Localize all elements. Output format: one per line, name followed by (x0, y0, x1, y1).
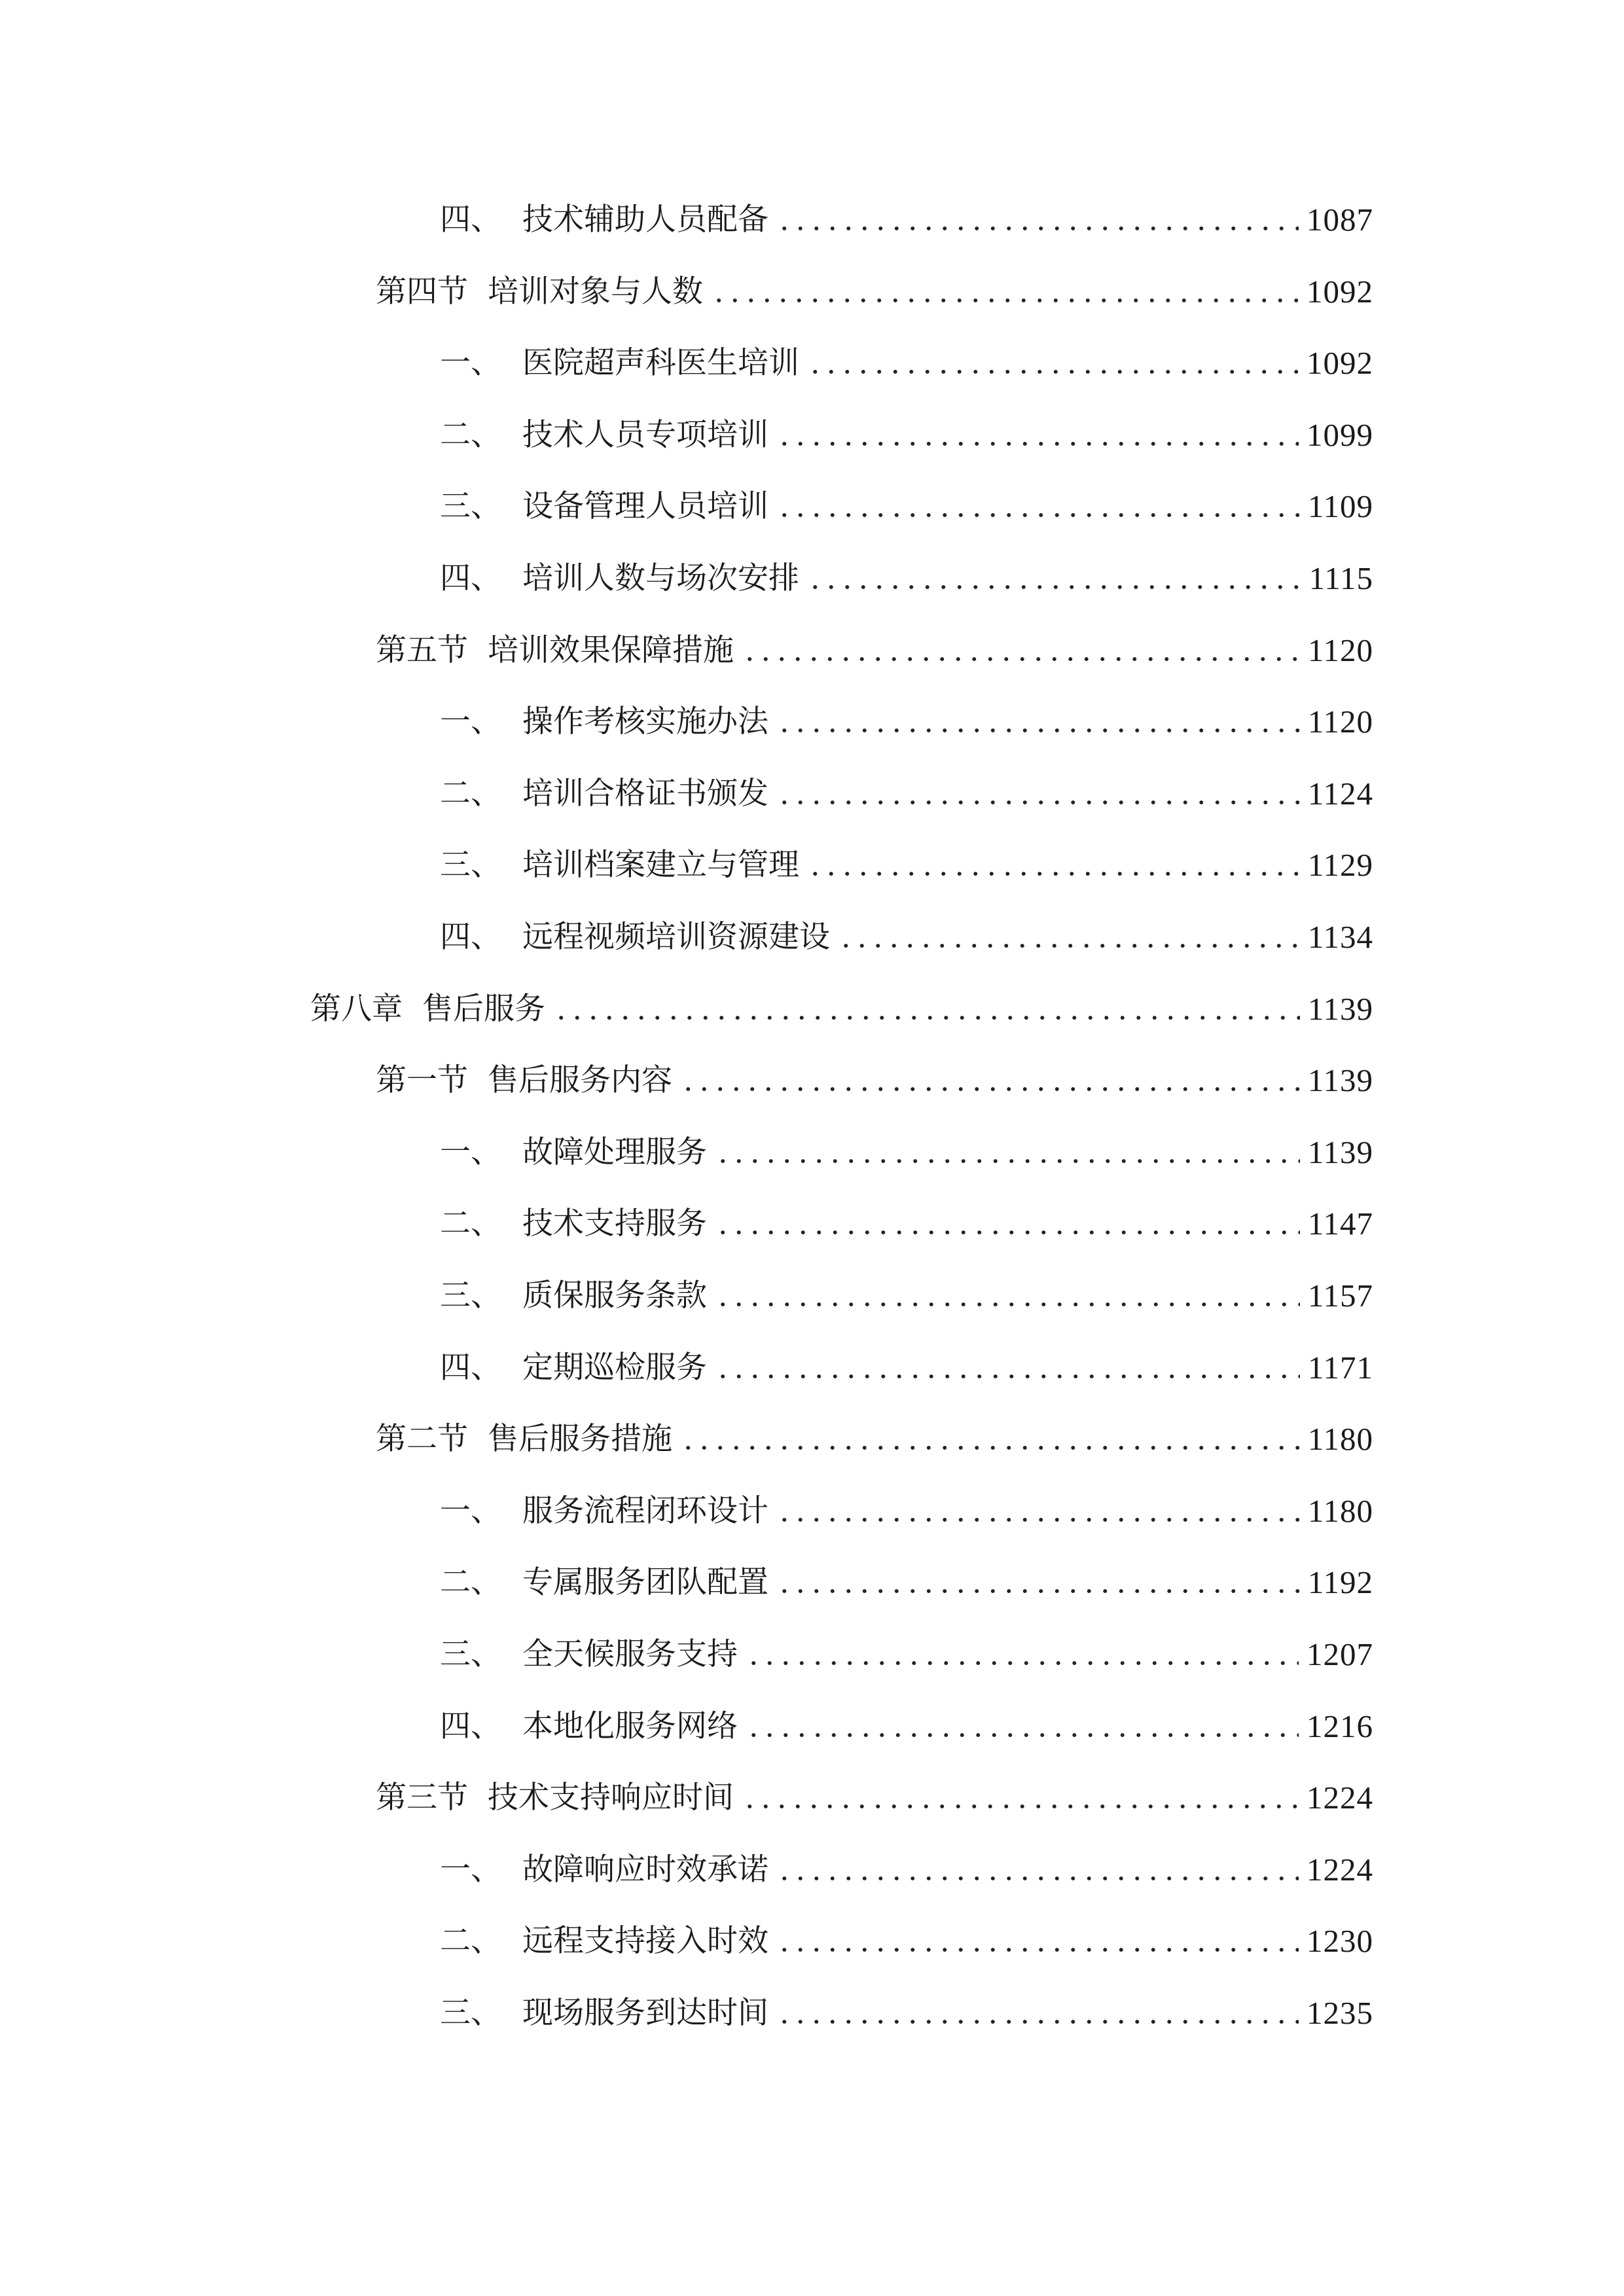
toc-entry-title: 专属服务团队配置 (522, 1564, 768, 1601)
toc-dot-leader (776, 441, 1299, 446)
toc-entry[interactable] (0, 1700, 1373, 1746)
toc-dot-leader (746, 1660, 1299, 1666)
toc-entry-label (440, 1707, 738, 1746)
toc-entry[interactable] (0, 1628, 1373, 1674)
toc-entry[interactable] (0, 983, 1373, 1029)
toc-entry-label (440, 1204, 707, 1244)
toc-entry-title: 培训合格证书颁发 (522, 775, 768, 812)
toc-entry-page-number: 1192 (1307, 1564, 1373, 1601)
toc-entry-page-number: 1147 (1307, 1206, 1373, 1242)
toc-entry-label (440, 1276, 707, 1316)
toc-entry[interactable] (0, 696, 1373, 742)
toc-entry-label (440, 559, 799, 598)
toc-entry-page-number: 1180 (1307, 1421, 1373, 1458)
toc-dot-leader (776, 1517, 1300, 1522)
toc-dot-leader (776, 226, 1299, 231)
toc-entry-title: 故障响应时效承诺 (522, 1851, 768, 1888)
toc-entry[interactable] (0, 1485, 1373, 1531)
toc-entry-number: 二、 (440, 775, 501, 812)
toc-entry-label (440, 1850, 768, 1890)
toc-entry-number: 四、 (440, 919, 501, 955)
toc-dot-leader (776, 728, 1300, 733)
toc-entry-page-number: 1115 (1308, 560, 1373, 596)
toc-dot-leader (715, 1302, 1300, 1307)
toc-dot-leader (776, 2019, 1299, 2024)
toc-entry-label (440, 1563, 768, 1602)
toc-entry-number: 二、 (440, 1923, 501, 1960)
toc-entry[interactable] (0, 624, 1373, 670)
toc-entry-number: 四、 (440, 560, 501, 596)
toc-entry-label (376, 1778, 734, 1818)
toc-entry-number: 四、 (440, 1349, 501, 1386)
toc-entry-number: 二、 (440, 1564, 501, 1601)
toc-dot-leader (742, 656, 1300, 662)
toc-entry-title: 售后服务内容 (488, 1062, 672, 1099)
toc-entry-title: 技术辅助人员配备 (522, 202, 768, 238)
toc-entry-number: 三、 (440, 1636, 501, 1672)
toc-entry-label (376, 631, 734, 670)
toc-entry-number: 一、 (440, 1851, 501, 1888)
toc-entry[interactable] (0, 552, 1373, 598)
toc-entry-page-number: 1139 (1307, 1134, 1373, 1170)
toc-entry[interactable] (0, 1556, 1373, 1602)
toc-entry-title: 医院超声科医生培训 (522, 345, 799, 382)
toc-dot-leader (711, 298, 1299, 303)
toc-entry-label (376, 1420, 672, 1459)
toc-entry-label (440, 1492, 768, 1531)
toc-entry[interactable] (0, 266, 1373, 312)
toc-entry-title: 技术人员专项培训 (522, 416, 768, 453)
toc-entry-label (376, 1061, 672, 1100)
toc-entry-label (310, 990, 545, 1029)
toc-entry-label (440, 846, 799, 885)
toc-entry-page-number: 1224 (1307, 1851, 1373, 1888)
toc-entry-page-number: 1230 (1307, 1923, 1373, 1960)
toc-entry-page-number: 1207 (1307, 1636, 1373, 1672)
toc-entry-number: 第一节 (376, 1062, 468, 1099)
toc-dot-leader (715, 1158, 1300, 1164)
toc-dot-leader (746, 1732, 1299, 1738)
toc-entry-title: 故障处理服务 (522, 1134, 707, 1170)
toc-entry-label (440, 487, 768, 526)
toc-entry-page-number: 1180 (1307, 1492, 1373, 1529)
toc-entry-number: 一、 (440, 704, 501, 740)
toc-entry[interactable] (0, 1198, 1373, 1244)
toc-entry[interactable] (0, 1270, 1373, 1316)
toc-entry-page-number: 1216 (1307, 1708, 1373, 1744)
toc-entry-page-number: 1109 (1307, 488, 1373, 525)
toc-entry-page-number: 1157 (1307, 1278, 1373, 1314)
toc-dot-leader (776, 1876, 1299, 1881)
toc-entry-title: 本地化服务网络 (522, 1708, 738, 1744)
toc-entry-label (440, 416, 768, 455)
toc-entry-title: 培训效果保障措施 (488, 632, 734, 668)
toc-entry-number: 二、 (440, 416, 501, 453)
toc-entry-title: 远程支持接入时效 (522, 1923, 768, 1960)
toc-entry-page-number: 1171 (1307, 1349, 1373, 1386)
toc-dot-leader (807, 369, 1299, 374)
toc-entry-page-number: 1139 (1307, 990, 1373, 1027)
toc-dot-leader (776, 512, 1300, 518)
toc-entry-number: 四、 (440, 202, 501, 238)
toc-entry-title: 质保服务条款 (522, 1278, 707, 1314)
toc-entry-number: 第三节 (376, 1780, 468, 1816)
toc-entry-title: 培训对象与人数 (488, 273, 703, 310)
toc-dot-leader (742, 1804, 1299, 1809)
toc-entry-number: 第八章 (310, 990, 403, 1027)
toc-entry[interactable] (0, 1987, 1373, 2033)
toc-entry-page-number: 1129 (1307, 847, 1373, 884)
toc-entry-label (440, 1994, 768, 2033)
toc-entry-title: 技术支持服务 (522, 1206, 707, 1242)
toc-entry[interactable] (0, 1915, 1373, 1961)
toc-entry-label (440, 200, 768, 240)
toc-entry-title: 培训人数与场次安排 (522, 560, 799, 596)
toc-entry-title: 服务流程闭环设计 (522, 1492, 768, 1529)
toc-entry[interactable] (0, 1413, 1373, 1459)
toc-entry-page-number: 1124 (1307, 775, 1373, 812)
toc-entry-number: 第二节 (376, 1421, 468, 1458)
toc-entry-number: 三、 (440, 1278, 501, 1314)
toc-entry-page-number: 1120 (1307, 704, 1373, 740)
toc-entry-page-number: 1092 (1307, 273, 1373, 310)
toc-dot-leader (776, 800, 1300, 805)
toc-entry-page-number: 1087 (1307, 202, 1373, 238)
toc-entry-title: 设备管理人员培训 (522, 488, 768, 525)
toc-entry-page-number: 1092 (1307, 345, 1373, 382)
toc-dot-leader (715, 1374, 1300, 1379)
toc-dot-leader (680, 1086, 1300, 1092)
toc-entry[interactable] (0, 839, 1373, 885)
toc-entry-page-number: 1134 (1307, 919, 1373, 955)
toc-dot-leader (838, 943, 1300, 948)
toc-dot-leader (807, 584, 1301, 590)
toc-entry[interactable] (0, 1772, 1373, 1818)
toc-entry[interactable] (0, 1054, 1373, 1100)
toc-entry-number: 第五节 (376, 632, 468, 668)
toc-entry-label (440, 1922, 768, 1961)
toc-entry-title: 技术支持响应时间 (488, 1780, 734, 1816)
toc-entry-title: 现场服务到达时间 (522, 1995, 768, 2031)
toc-entry[interactable] (0, 480, 1373, 526)
toc-entry-page-number: 1120 (1307, 632, 1373, 668)
toc-entry-title: 远程视频培训资源建设 (522, 919, 830, 955)
toc-entry[interactable] (0, 1844, 1373, 1890)
toc-entry-number: 三、 (440, 488, 501, 525)
toc-entry[interactable] (0, 337, 1373, 383)
toc-entry-title: 售后服务措施 (488, 1421, 672, 1458)
toc-entry-label (376, 272, 703, 312)
toc-entry-label (440, 1635, 738, 1674)
toc-dot-leader (776, 1588, 1300, 1594)
toc-dot-leader (715, 1230, 1300, 1235)
toc-entry[interactable] (0, 1126, 1373, 1172)
toc-entry[interactable] (0, 1342, 1373, 1388)
toc-dot-leader (553, 1015, 1300, 1020)
toc-entry-label (440, 1348, 707, 1388)
toc-entry-label (440, 344, 799, 383)
toc-entry-label (440, 1133, 707, 1172)
toc-entry-title: 全天候服务支持 (522, 1636, 738, 1672)
toc-entry-title: 售后服务 (422, 990, 545, 1027)
toc-entry-page-number: 1235 (1307, 1995, 1373, 2031)
toc-entry[interactable] (0, 409, 1373, 455)
toc-entry[interactable] (0, 194, 1373, 240)
toc-entry-number: 二、 (440, 1206, 501, 1242)
toc-entry-number: 一、 (440, 1134, 501, 1170)
toc-entry-number: 三、 (440, 1995, 501, 2031)
toc-entry-number: 四、 (440, 1708, 501, 1744)
toc-entry-title: 定期巡检服务 (522, 1349, 707, 1386)
toc-dot-leader (680, 1445, 1300, 1450)
toc-entry-page-number: 1224 (1307, 1780, 1373, 1816)
toc-entry[interactable] (0, 768, 1373, 814)
toc-dot-leader (807, 871, 1300, 876)
toc-entry-number: 一、 (440, 345, 501, 382)
toc-entry-title: 操作考核实施办法 (522, 704, 768, 740)
toc-entry-number: 三、 (440, 847, 501, 884)
toc-entry-number: 第四节 (376, 273, 468, 310)
toc-entry-label (440, 702, 768, 742)
toc-entry-label (440, 774, 768, 814)
toc-entry[interactable] (0, 911, 1373, 957)
toc-dot-leader (776, 1947, 1299, 1952)
toc-entry-title: 培训档案建立与管理 (522, 847, 799, 884)
toc-entry-number: 一、 (440, 1492, 501, 1529)
toc-entry-label (440, 918, 830, 957)
toc-entry-page-number: 1099 (1307, 416, 1373, 453)
toc-entry-page-number: 1139 (1307, 1062, 1373, 1099)
